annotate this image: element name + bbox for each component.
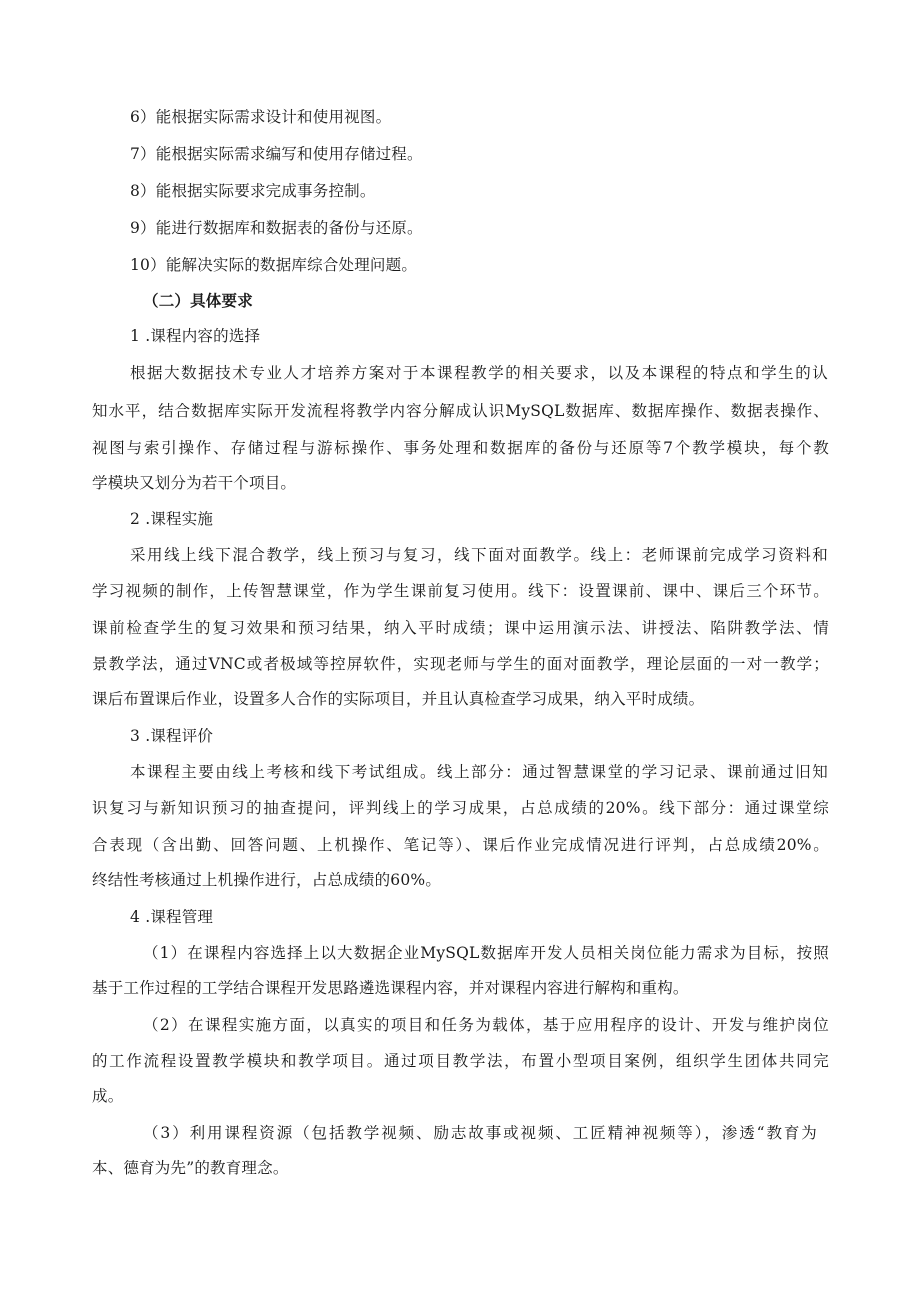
paragraph-line: （1）在课程内容选择上以大数据企业MySQL数据库开发人员相关岗位能力需求为目标，按照 xyxy=(143,944,829,962)
section-heading: （二）具体要求 xyxy=(143,292,253,310)
paragraph-line: 基于工作过程的工学结合课程开发思路遴选课程内容，并对课程内容进行解构和重构。 xyxy=(92,979,689,997)
subsection-title-1: 1 .课程内容的选择 xyxy=(130,327,261,345)
paragraph-line: 本课程主要由线上考核和线下考试组成。线上部分：通过智慧课堂的学习记录、课前通过旧知 xyxy=(130,763,828,781)
paragraph-line: 识复习与新知识预习的抽查提问，评判线上的学习成果，占总成绩的20%。线下部分：通过课堂综 xyxy=(92,799,829,817)
paragraph-line: 课前检查学生的复习效果和预习结果，纳入平时成绩；课中运用演示法、讲授法、陷阱教学法、情 xyxy=(92,619,829,637)
paragraph-line: （2）在课程实施方面，以真实的项目和任务为载体，基于应用程序的设计、开发与维护岗位 xyxy=(143,1016,829,1034)
paragraph-line: 的工作流程设置教学模块和教学项目。通过项目教学法，布置小型项目案例，组织学生团体共同完 xyxy=(92,1052,829,1070)
ability-item-6: 6）能根据实际需求设计和使用视图。 xyxy=(130,108,392,126)
ability-item-7: 7）能根据实际需求编写和使用存储过程。 xyxy=(130,145,423,163)
ability-item-10: 10）能解决实际的数据库综合处理问题。 xyxy=(130,256,418,274)
paragraph-line: 学习视频的制作，上传智慧课堂，作为学生课前复习使用。线下：设置课前、课中、课后三个环节。 xyxy=(92,582,829,600)
paragraph-line: 本、德育为先”的教育理念。 xyxy=(92,1159,289,1177)
paragraph-line: 成。 xyxy=(92,1087,124,1105)
paragraph-line: 视图与索引操作、存储过程与游标操作、事务处理和数据库的备份与还原等7个教学模块，每个教 xyxy=(92,439,829,457)
paragraph-line: （3）利用课程资源（包括教学视频、励志故事或视频、工匠精神视频等），渗透“教育为 xyxy=(143,1124,817,1142)
paragraph-line: 根据大数据技术专业人才培养方案对于本课程教学的相关要求，以及本课程的特点和学生的认 xyxy=(130,364,828,382)
paragraph-line: 课后布置课后作业，设置多人合作的实际项目，并且认真检查学习成果，纳入平时成绩。 xyxy=(92,690,705,708)
subsection-title-4: 4 .课程管理 xyxy=(130,908,214,926)
subsection-title-2: 2 .课程实施 xyxy=(130,510,214,528)
ability-item-9: 9）能进行数据库和数据表的备份与还原。 xyxy=(130,219,423,237)
paragraph-line: 合表现（含出勤、回答问题、上机操作、笔记等）、课后作业完成情况进行评判，占总成绩20%。 xyxy=(92,836,829,854)
paragraph-line: 采用线上线下混合教学，线上预习与复习，线下面对面教学。线上：老师课前完成学习资料和 xyxy=(130,546,828,564)
paragraph-line: 知水平，结合数据库实际开发流程将教学内容分解成认识MySQL数据库、数据库操作、数据表操作、 xyxy=(92,402,829,420)
paragraph-line: 学模块又划分为若干个项目。 xyxy=(92,474,297,492)
paragraph-line: 终结性考核通过上机操作进行，占总成绩的60%。 xyxy=(92,871,442,889)
subsection-title-3: 3 .课程评价 xyxy=(130,727,214,745)
paragraph-line: 景教学法，通过VNC或者极域等控屏软件，实现老师与学生的面对面教学，理论层面的一对一教学； xyxy=(92,655,829,673)
ability-item-8: 8）能根据实际要求完成事务控制。 xyxy=(130,182,376,200)
